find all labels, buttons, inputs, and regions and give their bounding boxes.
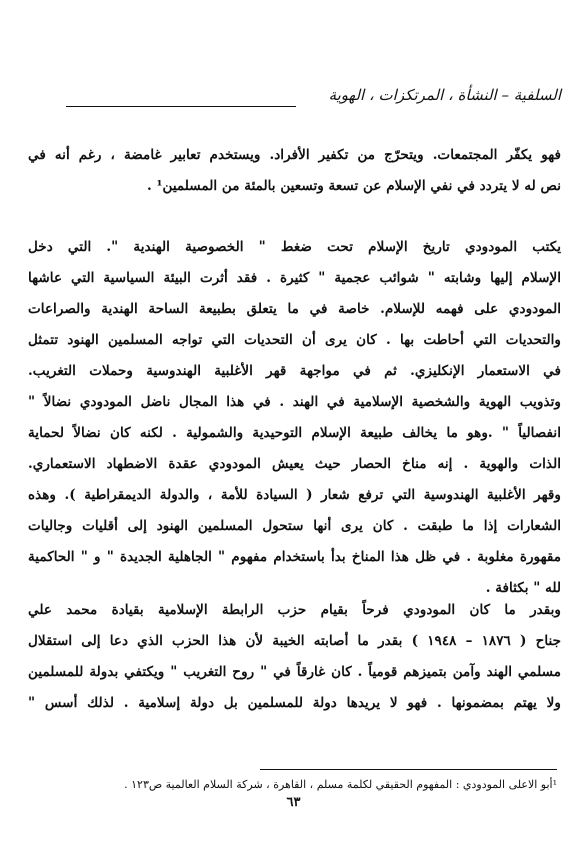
paragraph-line: في الاستعمار الإنكليزي. ثم في مواجهة قهر الأغلبية الهندوسية وحملات التغريب. [28, 363, 561, 379]
footnote: ¹أبو الاعلى المودودي : المفهوم الحقيقي لكلمة مسلم ، القاهرة ، شركة السلام العالمية ص١٢٣ . [124, 778, 557, 791]
paragraph-line: مقهورة مغلوبة . في ظل هذا المناخ بدأ باستخدام مفهوم " الجاهلية الجديدة " و " الحاكمية [28, 549, 561, 565]
page-number: ٦٣ [286, 795, 301, 810]
paragraph-3 [28, 595, 561, 719]
paragraph-line: مسلمي الهند وآمن بتميزهم قومياً . كان غارقاً في " روح التغريب " ويكتفي بدولة للمسلمين [28, 664, 561, 680]
paragraph-line: وبقدر ما كان المودودي فرحاً بقيام حزب الرابطة الإسلامية بقيادة محمد علي [28, 602, 561, 618]
paragraph-line: انفصالياً " .وهو ما يخالف طبيعة الإسلام التوحيدية والشمولية . لكنه كان نضالاً لحماية [28, 425, 561, 441]
paragraph-line: الإسلام إليها وشابته " شوائب عجمية " كثيرة . فقد أثرت البيئة السياسية التي عاشها [28, 270, 561, 286]
paragraph-line: يكتب المودودي تاريخ الإسلام تحت ضغط " الخصوصية الهندية ". التي دخل [28, 239, 561, 255]
header-rule [66, 106, 296, 107]
paragraph-line: لله " بكثافة . [485, 580, 561, 596]
paragraph-line: وقهر الأغلبية الهندوسية التي ترفع شعار ( السيادة للأمة ، والدولة الديمقراطية ). وهذه [28, 487, 561, 503]
paragraph-line: الشعارات إذا ما طبقت . كان يرى أنها ستحول المسلمين الهنود إلى أقليات وجاليات [28, 518, 561, 534]
footnote-rule [260, 769, 557, 770]
paragraph-1 [28, 140, 561, 202]
paragraph-line: ولا يهتم بمضمونها . فهو لا يريدها دولة للمسلمين بل دولة إسلامية . لذلك أسس " [28, 695, 561, 711]
paragraph-line: المودودي على فهمه للإسلام. خاصة في ما يتعلق بطبيعة الساحة الهندية والصراعات [28, 301, 561, 317]
paragraph-line: نص له لا يتردد في نفي الإسلام عن تسعة وتسعين بالمئة من المسلمين¹ . [147, 178, 561, 194]
running-header: السلفية – النشأة ، المرتكزات ، الهوية [328, 86, 561, 104]
paragraph-line: الذات والهوية . إنه مناخ الحصار حيث يعيش المودودي عقدة الاضطهاد الاستعماري. [28, 456, 561, 472]
paragraph-line: والتحديات التي أحاطت بها . كان يرى أن التحديات التي تواجه المسلمين الهنود تتمثل [28, 332, 561, 348]
paragraph-line: جناح ( ١٨٧٦ – ١٩٤٨ ) بقدر ما أصابته الخيبة لأن هذا الحزب الذي دعا إلى استقلال [28, 633, 561, 649]
paragraph-line: وتذويب الهوية والشخصية الإسلامية في الهند . في هذا المجال ناضل المودودي نضالاً " [28, 394, 561, 410]
paragraph-line: فهو يكفّر المجتمعات. ويتحرّج من تكفير الأفراد. ويستخدم تعابير غامضة ، رغم أنه في [28, 147, 561, 163]
paragraph-2 [28, 232, 561, 604]
